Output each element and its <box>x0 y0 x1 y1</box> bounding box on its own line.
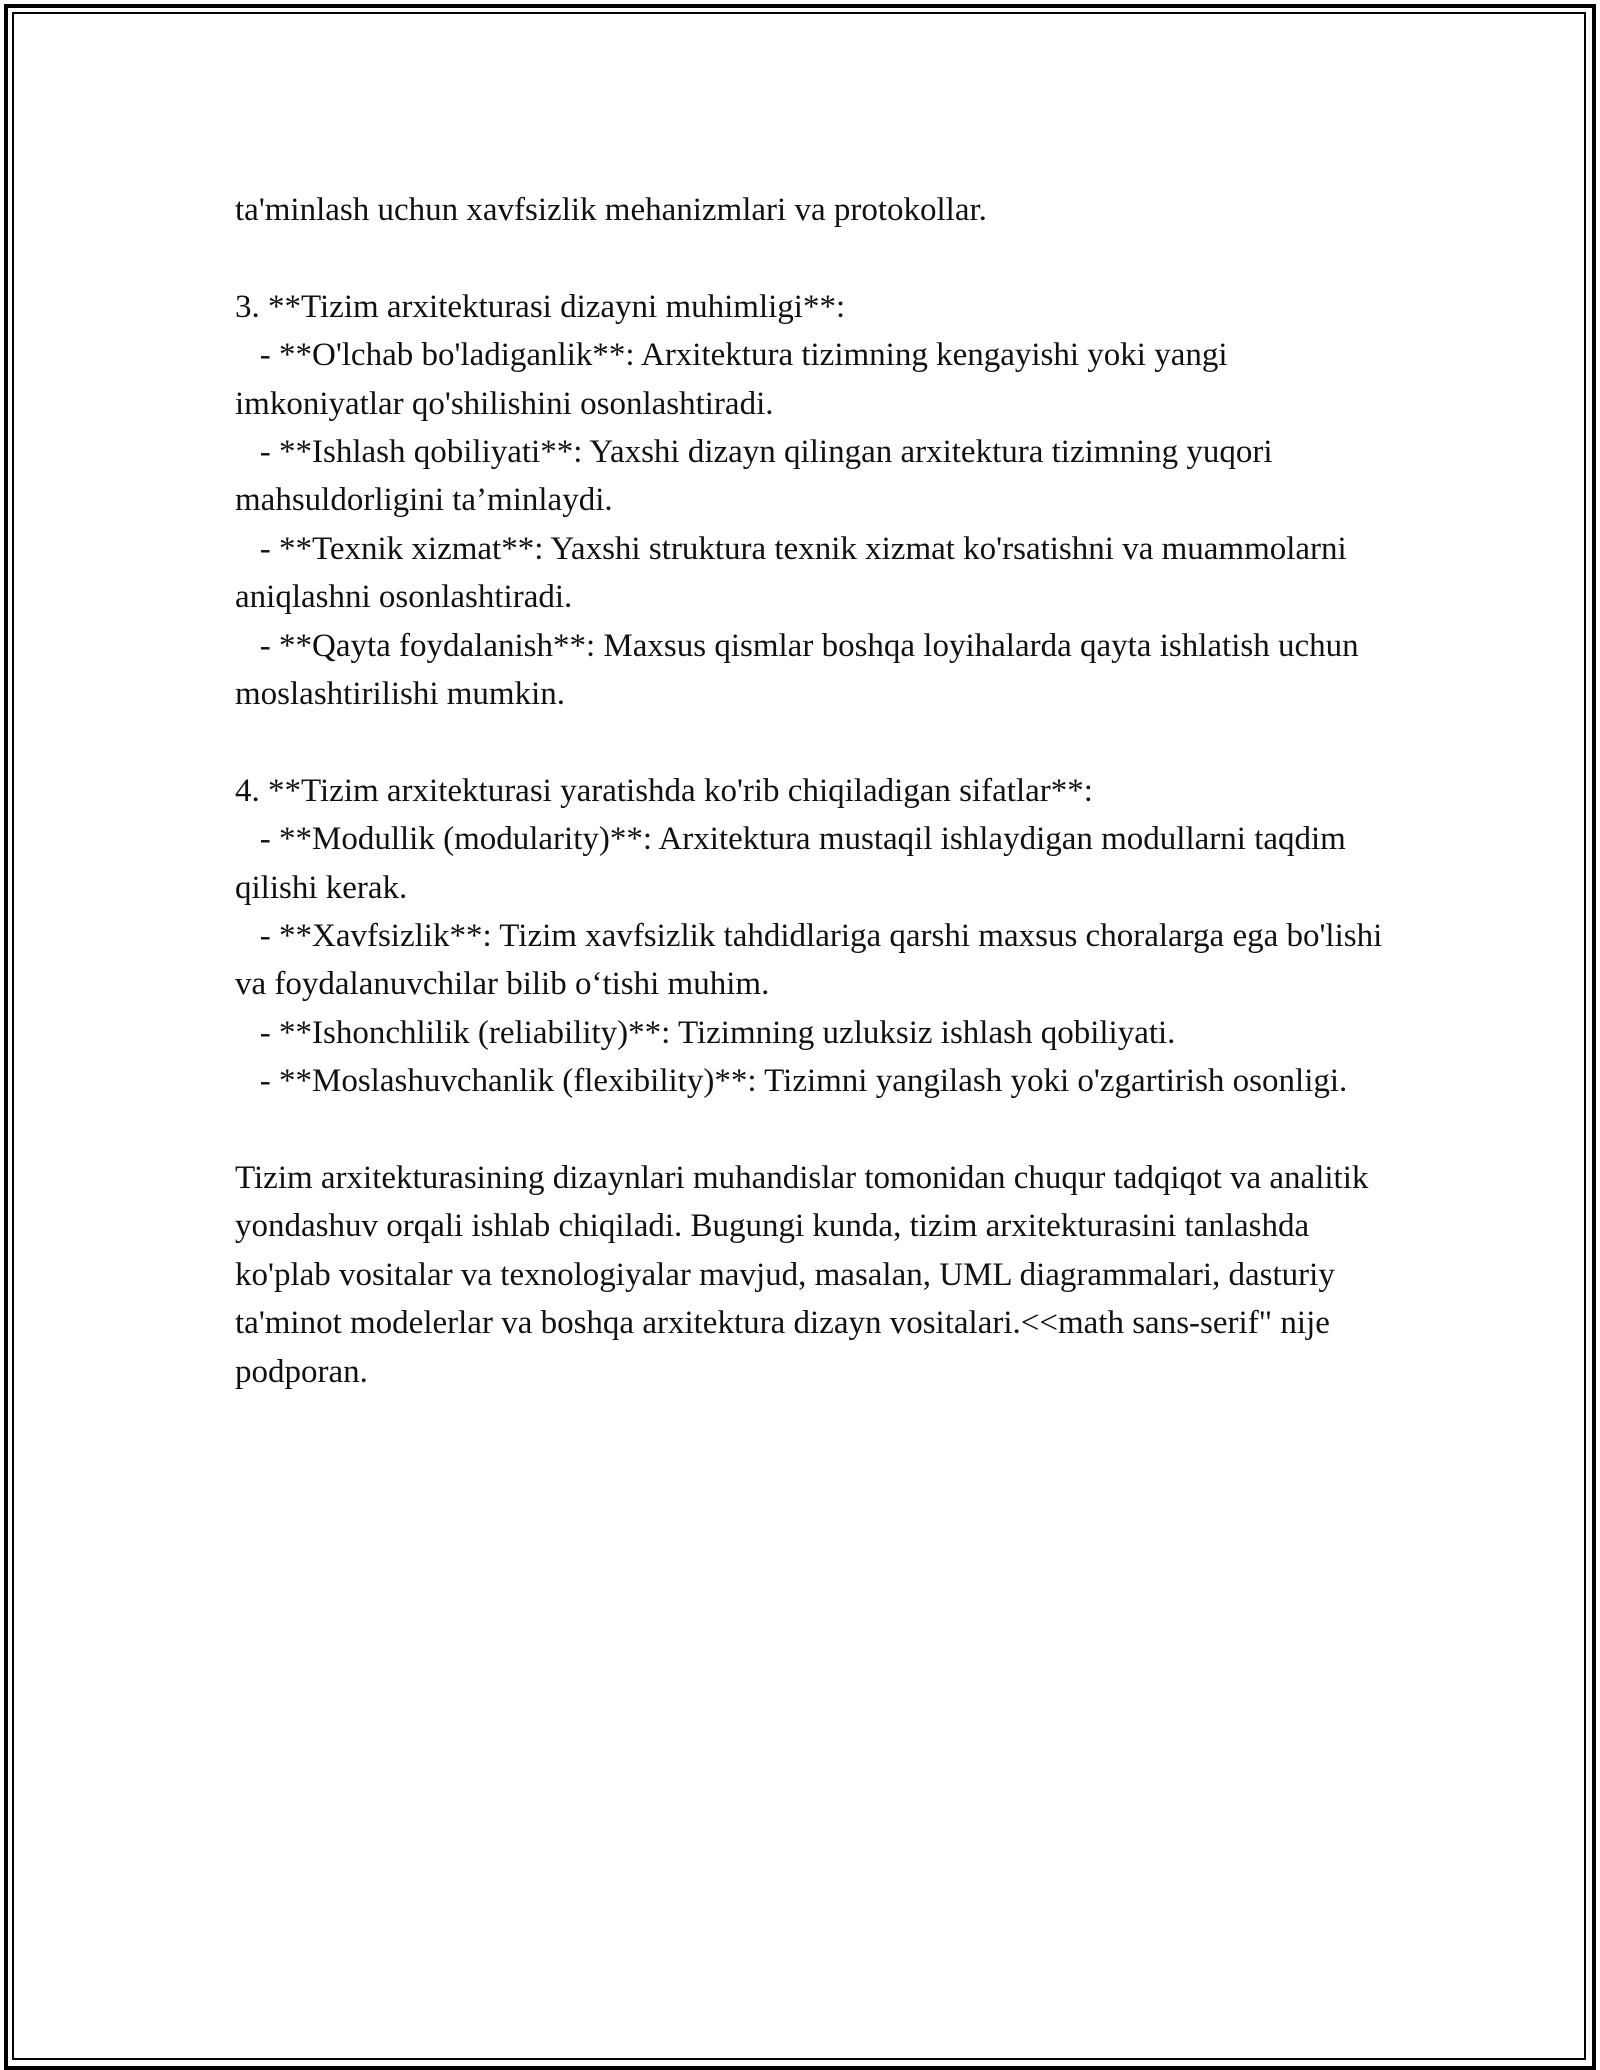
section-3-item-reuse: - **Qayta foydalanish**: Maxsus qismlar boshqa loyihalarda qayta ishlatish uchun moslashtirilishi mumkin. <box>235 627 1367 713</box>
section-4-item-modularity: - **Modullik (modularity)**: Arxitektura mustaqil ishlaydigan modullarni taqdim qilishi kerak. <box>235 821 1355 906</box>
closing-paragraph: Tizim arxitekturasining dizaynlari muhandislar tomonidan chuqur tadqiqot va analitik yondashuv orqali ishlab chiqiladi. Bugungi kunda, tizim arxitekturasini tanlashda ko'plab vositalar va texnologiyalar mavjud, masalan, UML diagrammalari, dasturiy ta'minot modelerlar va boshqa arxitektura dizayn vositalari.<<math sans-serif" nije podporan. <box>235 1160 1369 1390</box>
section-3-item-maintenance: - **Texnik xizmat**: Yaxshi struktura texnik xizmat ko'rsatishni va muammolarni aniqlashni osonlashtiradi. <box>235 530 1355 616</box>
section-3-item-performance: - **Ishlash qobiliyati**: Yaxshi dizayn qilingan arxitektura tizimning yuqori mahsuldorligini ta’minlaydi. <box>235 434 1281 519</box>
section-4-item-security: - **Xavfsizlik**: Tizim xavfsizlik tahdidlariga qarshi maxsus choralarga ega bo'lishi va foydalanuvchilar bilib o‘tishi muhim. <box>235 918 1391 1003</box>
section-3-heading: 3. **Tizim arxitekturasi dizayni muhimligi**: <box>235 288 846 325</box>
section-4-item-reliability: - **Ishonchlilik (reliability)**: Tizimning uzluksiz ishlash qobiliyati. <box>235 1014 1176 1051</box>
paragraph-spacer <box>235 718 1385 766</box>
section-3-item-scalability: - **O'lchab bo'ladiganlik**: Arxitektura tizimning kengayishi yoki yangi imkoniyatlar qo'shilishini osonlashtiradi. <box>235 337 1236 422</box>
paragraph-spacer <box>235 234 1385 282</box>
document-body <box>235 186 1391 1396</box>
paragraph-spacer <box>235 1106 1385 1154</box>
intro-continuation: ta'minlash uchun xavfsizlik mehanizmlari va protokollar. <box>235 192 987 228</box>
section-4-item-flexibility: - **Moslashuvchanlik (flexibility)**: Tizimni yangilash yoki o'zgartirish osonligi. <box>235 1063 1348 1100</box>
section-4-heading: 4. **Tizim arxitekturasi yaratishda ko'rib chiqiladigan sifatlar**: <box>235 772 1093 809</box>
